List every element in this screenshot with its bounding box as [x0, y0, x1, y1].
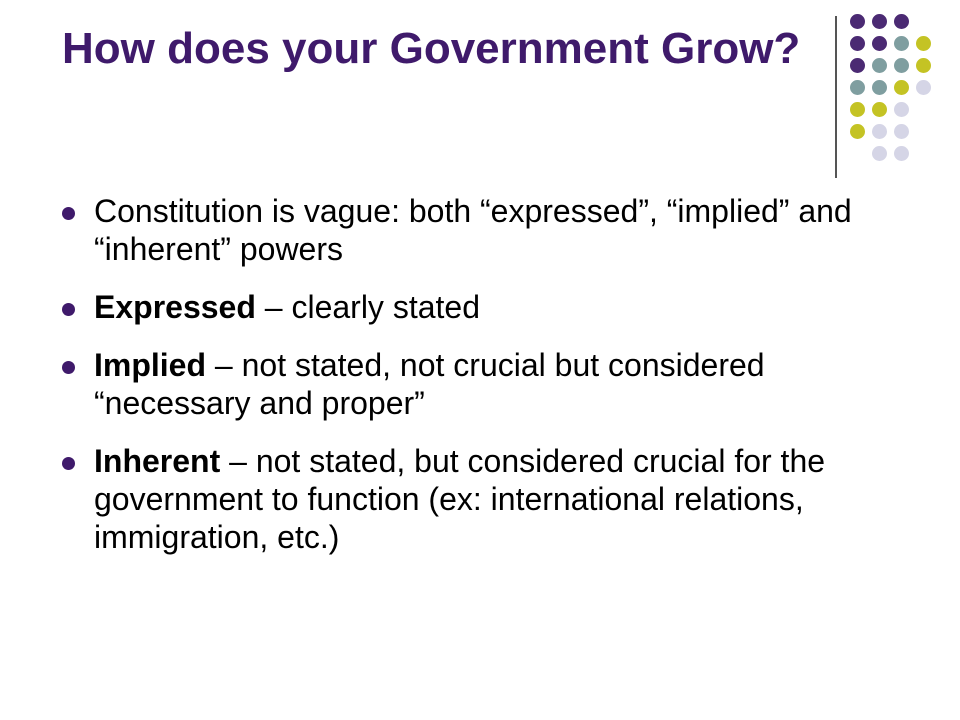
decorative-dot: [872, 80, 887, 95]
decorative-dot: [894, 102, 909, 117]
bullet-text: – not stated, but considered crucial for the government to function (ex: international relations, immigration, etc.): [94, 443, 826, 555]
decorative-dot: [850, 102, 865, 117]
decorative-dot: [894, 80, 909, 95]
decorative-dot: [872, 102, 887, 117]
decorative-dot: [894, 146, 909, 161]
bullet-dot-icon: [62, 303, 75, 316]
decorative-dot: [916, 80, 931, 95]
decorative-dot: [894, 124, 909, 139]
bullet-item-constitution: [62, 192, 912, 268]
bullet-item-implied: [62, 346, 912, 422]
divider-line: [835, 16, 837, 178]
decorative-dot: [916, 36, 931, 51]
dot-pattern-decoration: [850, 14, 950, 164]
bullet-term: Inherent: [94, 443, 221, 479]
bullet-term: Implied: [94, 347, 207, 383]
bullet-text: – not stated, not crucial but considered “necessary and proper”: [94, 347, 765, 421]
bullet-dot-icon: [62, 207, 75, 220]
decorative-dot: [872, 14, 887, 29]
decorative-dot: [850, 36, 865, 51]
decorative-dot: [850, 58, 865, 73]
bullet-text: Constitution is vague: both “expressed”, “implied” and “inherent” powers: [94, 193, 852, 267]
bullet-item-expressed: [62, 288, 912, 326]
bullet-dot-icon: [62, 457, 75, 470]
decorative-dot: [850, 80, 865, 95]
decorative-dot: [872, 36, 887, 51]
bullet-item-inherent: [62, 442, 912, 556]
decorative-dot: [850, 14, 865, 29]
slide-title: How does your Government Grow?: [62, 24, 801, 73]
decorative-dot: [894, 36, 909, 51]
bullet-text: – clearly stated: [255, 289, 480, 325]
bullet-list: [62, 192, 912, 576]
decorative-dot: [872, 124, 887, 139]
decorative-dot: [850, 124, 865, 139]
bullet-term: Expressed: [94, 289, 256, 325]
decorative-dot: [894, 14, 909, 29]
decorative-dot: [872, 58, 887, 73]
decorative-dot: [872, 146, 887, 161]
bullet-dot-icon: [62, 361, 75, 374]
decorative-dot: [894, 58, 909, 73]
decorative-dot: [916, 58, 931, 73]
